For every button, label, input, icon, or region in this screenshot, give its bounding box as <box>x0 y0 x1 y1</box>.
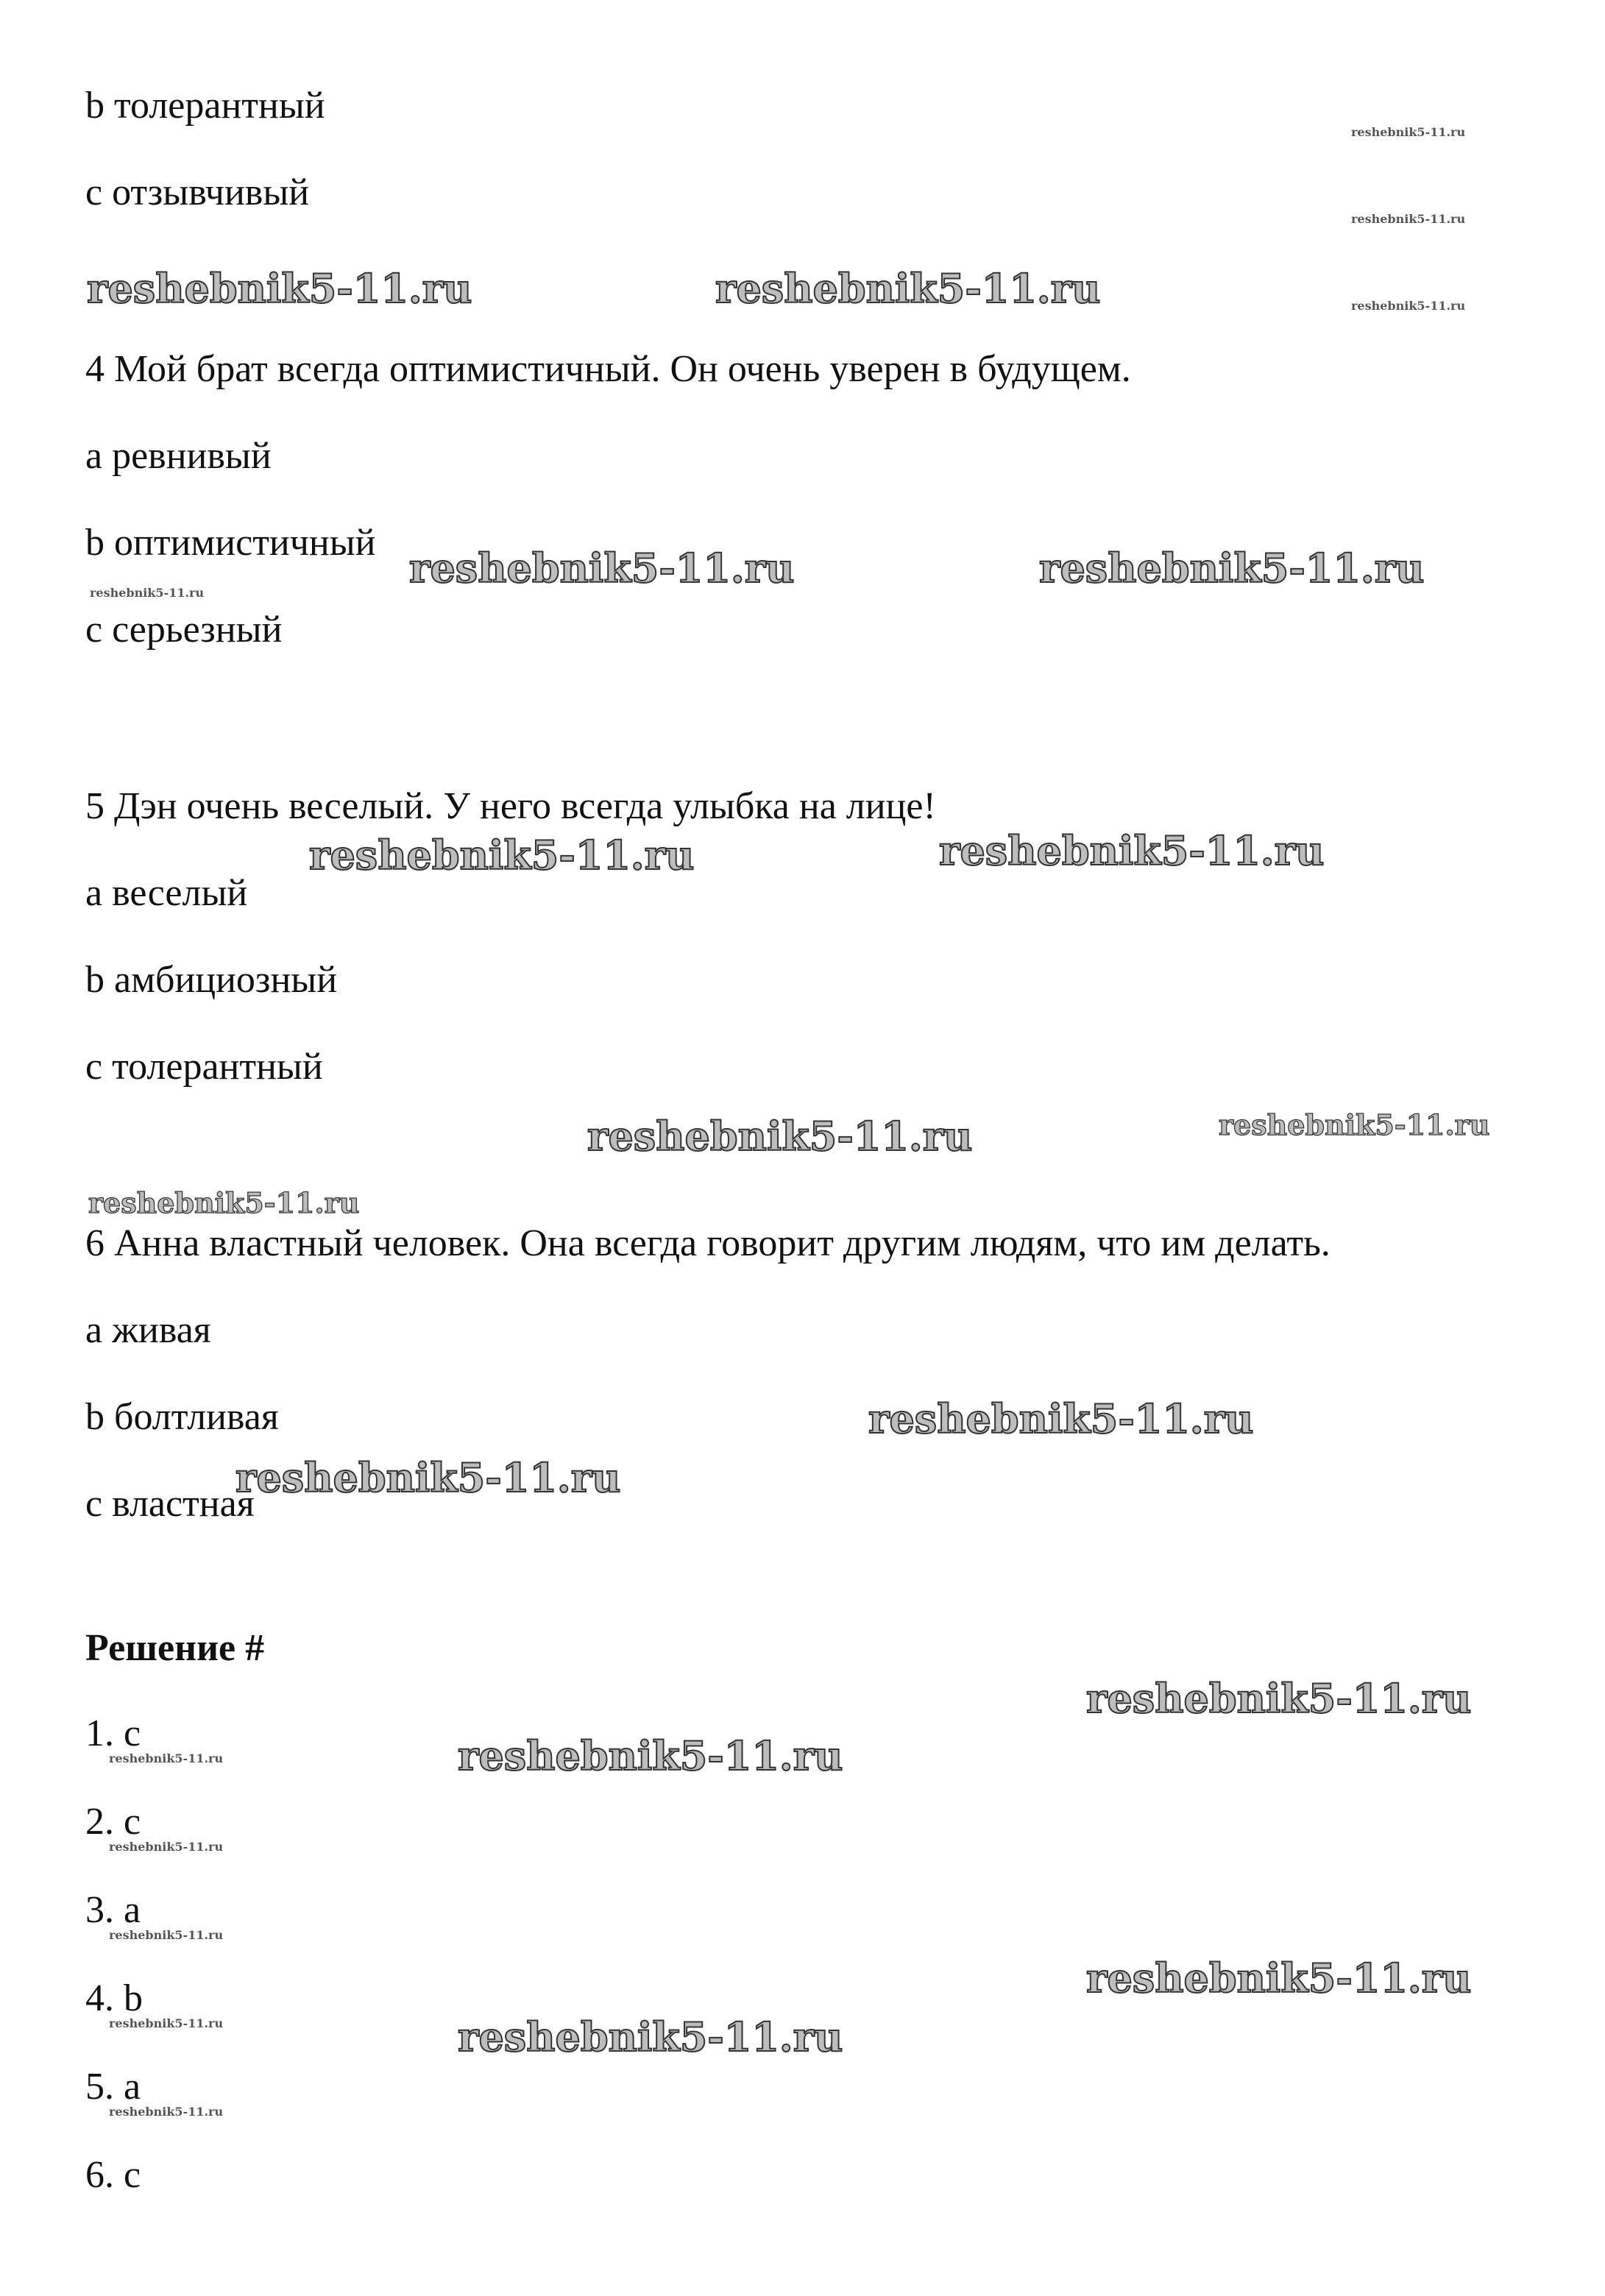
q3-option-c: c отзывчивый <box>85 171 310 213</box>
q5-option-b: b амбициозный <box>85 959 338 1001</box>
watermark: reshebnik5-11.ru <box>409 545 795 592</box>
watermark: reshebnik5-11.ru <box>87 265 472 312</box>
q5-option-c: c толерантный <box>85 1046 323 1088</box>
watermark: reshebnik5-11.ru <box>109 2105 224 2119</box>
answer-2: 2. c <box>85 1801 141 1843</box>
watermark: reshebnik5-11.ru <box>1351 125 1466 139</box>
q6-text: 6 Анна властный человек. Она всегда говорит другим людям, что им делать. <box>85 1222 1331 1264</box>
q6-option-c: c властная <box>85 1483 255 1525</box>
watermark: reshebnik5-11.ru <box>109 1840 224 1854</box>
answer-3: 3. a <box>85 1889 141 1931</box>
watermark: reshebnik5-11.ru <box>939 827 1325 874</box>
watermark: reshebnik5-11.ru <box>1039 545 1425 592</box>
watermark: reshebnik5-11.ru <box>868 1395 1254 1442</box>
watermark: reshebnik5-11.ru <box>109 1751 224 1765</box>
answer-6: 6. c <box>85 2154 141 2196</box>
watermark: reshebnik5-11.ru <box>90 586 205 600</box>
q4-option-a: a ревнивый <box>85 435 272 477</box>
watermark: reshebnik5-11.ru <box>458 2013 843 2061</box>
watermark: reshebnik5-11.ru <box>587 1113 973 1160</box>
q4-option-b: b оптимистичный <box>85 522 376 564</box>
q5-option-a: a веселый <box>85 872 248 914</box>
q3-option-b: b толерантный <box>85 85 325 127</box>
solution-heading: Решение # <box>85 1627 265 1669</box>
answer-1: 1. c <box>85 1712 141 1754</box>
watermark: reshebnik5-11.ru <box>109 1928 224 1942</box>
watermark: reshebnik5-11.ru <box>1086 1675 1472 1722</box>
watermark: reshebnik5-11.ru <box>1086 1955 1472 2002</box>
watermark: reshebnik5-11.ru <box>309 832 695 879</box>
q4-text: 4 Мой брат всегда оптимистичный. Он очень уверен в будущем. <box>85 348 1131 390</box>
watermark: reshebnik5-11.ru <box>235 1454 621 1501</box>
answer-4: 4. b <box>85 1977 143 2019</box>
answer-5: 5. a <box>85 2066 141 2108</box>
q6-option-b: b болтливая <box>85 1396 279 1438</box>
q6-option-a: a живая <box>85 1309 211 1351</box>
watermark: reshebnik5-11.ru <box>1219 1108 1490 1141</box>
watermark: reshebnik5-11.ru <box>1351 299 1466 313</box>
watermark: reshebnik5-11.ru <box>109 2016 224 2030</box>
watermark: reshebnik5-11.ru <box>715 265 1101 312</box>
watermark: reshebnik5-11.ru <box>1351 212 1466 226</box>
watermark: reshebnik5-11.ru <box>88 1186 360 1219</box>
q4-option-c: c серьезный <box>85 609 283 651</box>
q5-text: 5 Дэн очень веселый. У него всегда улыбка на лице! <box>85 785 936 827</box>
watermark: reshebnik5-11.ru <box>458 1732 843 1779</box>
